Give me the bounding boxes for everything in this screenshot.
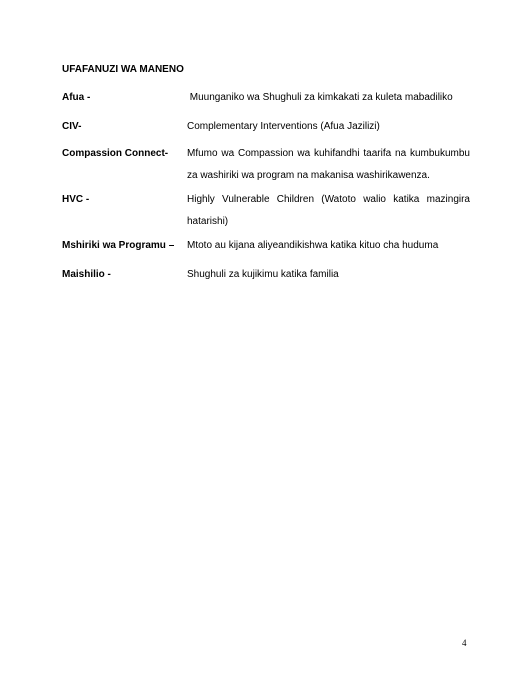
glossary-term: Afua -: [62, 92, 91, 103]
glossary-definition: Highly Vulnerable Children (Watoto walio katika mazingira hatarishi): [187, 194, 470, 227]
glossary-term: HVC -: [62, 194, 90, 205]
glossary-term: Maishilio -: [62, 269, 111, 280]
page-number: 4: [462, 638, 467, 648]
glossary-definition: Shughuli za kujikimu katika familia: [187, 269, 339, 280]
section-title: UFAFANUZI WA MANENO: [62, 64, 184, 75]
glossary-definition: Complementary Interventions (Afua Jazilizi): [187, 121, 380, 132]
glossary-term: Compassion Connect-: [62, 148, 169, 159]
glossary-definition: Mtoto au kijana aliyeandikishwa katika kituo cha huduma: [187, 240, 439, 251]
glossary-definition: Mfumo wa Compassion wa kuhifandhi taarifa na kumbukumbu za washiriki wa program na makanisa washirikawenza.: [187, 148, 470, 181]
glossary-definition: Muunganiko wa Shughuli za kimkakati za kuleta mabadiliko: [187, 92, 453, 103]
glossary-term: CIV-: [62, 121, 82, 132]
glossary-term: Mshiriki wa Programu –: [62, 240, 175, 251]
